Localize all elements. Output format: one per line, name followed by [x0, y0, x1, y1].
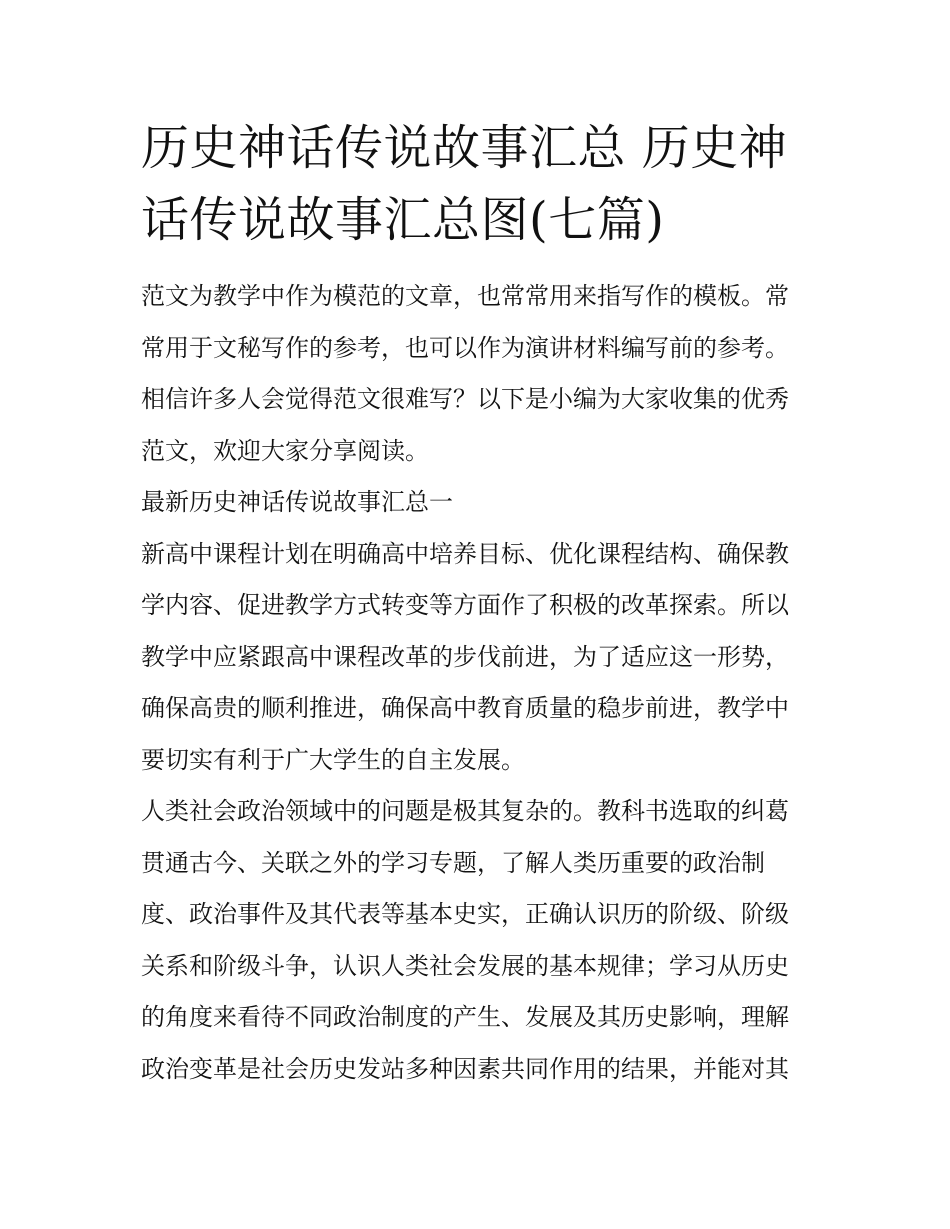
body-paragraph-1: [141, 529, 813, 787]
text-line: 要切实有利于广大学生的自主发展。: [141, 745, 525, 774]
section-heading-text: 最新历史神话传说故事汇总一: [141, 488, 453, 516]
text-line: 度、政治事件及其代表等基本史实，正确认识历的阶级、阶级: [141, 900, 789, 928]
text-line: 关系和阶级斗争，认识人类社会发展的基本规律；学习从历史: [141, 951, 789, 980]
intro-paragraph: [141, 271, 813, 477]
text-line: 相信许多人会觉得范文很难写？以下是小编为大家收集的优秀: [141, 385, 789, 413]
text-line: 贯通古今、关联之外的学习专题，了解人类历重要的政治制: [141, 848, 765, 877]
text-line: 新高中课程计划在明确高中培养目标、优化课程结构、确保教: [141, 539, 789, 568]
text-line: 人类社会政治领域中的问题是极其复杂的。教科书选取的纠葛: [141, 797, 789, 825]
document-title: [141, 112, 813, 256]
text-line: 范文，欢迎大家分享阅读。: [141, 436, 429, 465]
title-line: 历史神话传说故事汇总 历史神: [141, 120, 788, 176]
text-line: 确保高贵的顺利推进，确保高中教育质量的稳步前进，教学中: [141, 694, 789, 722]
text-line: 范文为教学中作为模范的文章，也常常用来指写作的模板。常: [141, 282, 789, 310]
body-paragraph-2: [141, 786, 813, 1095]
text-line: 教学中应紧跟高中课程改革的步伐前进，为了适应这一形势，: [141, 642, 789, 671]
text-line: 政治变革是社会历史发站多种因素共同作用的结果，并能对其: [141, 1054, 789, 1083]
text-line: 常用于文秘写作的参考，也可以作为演讲材料编写前的参考。: [141, 333, 789, 362]
document-page: [141, 112, 813, 1095]
text-line: 学内容、促进教学方式转变等方面作了积极的改革探索。所以: [141, 591, 789, 619]
title-line: 话传说故事汇总图(七篇): [141, 192, 665, 248]
text-line: 的角度来看待不同政治制度的产生、发展及其历史影响，理解: [141, 1003, 789, 1031]
section-heading: [141, 477, 813, 529]
